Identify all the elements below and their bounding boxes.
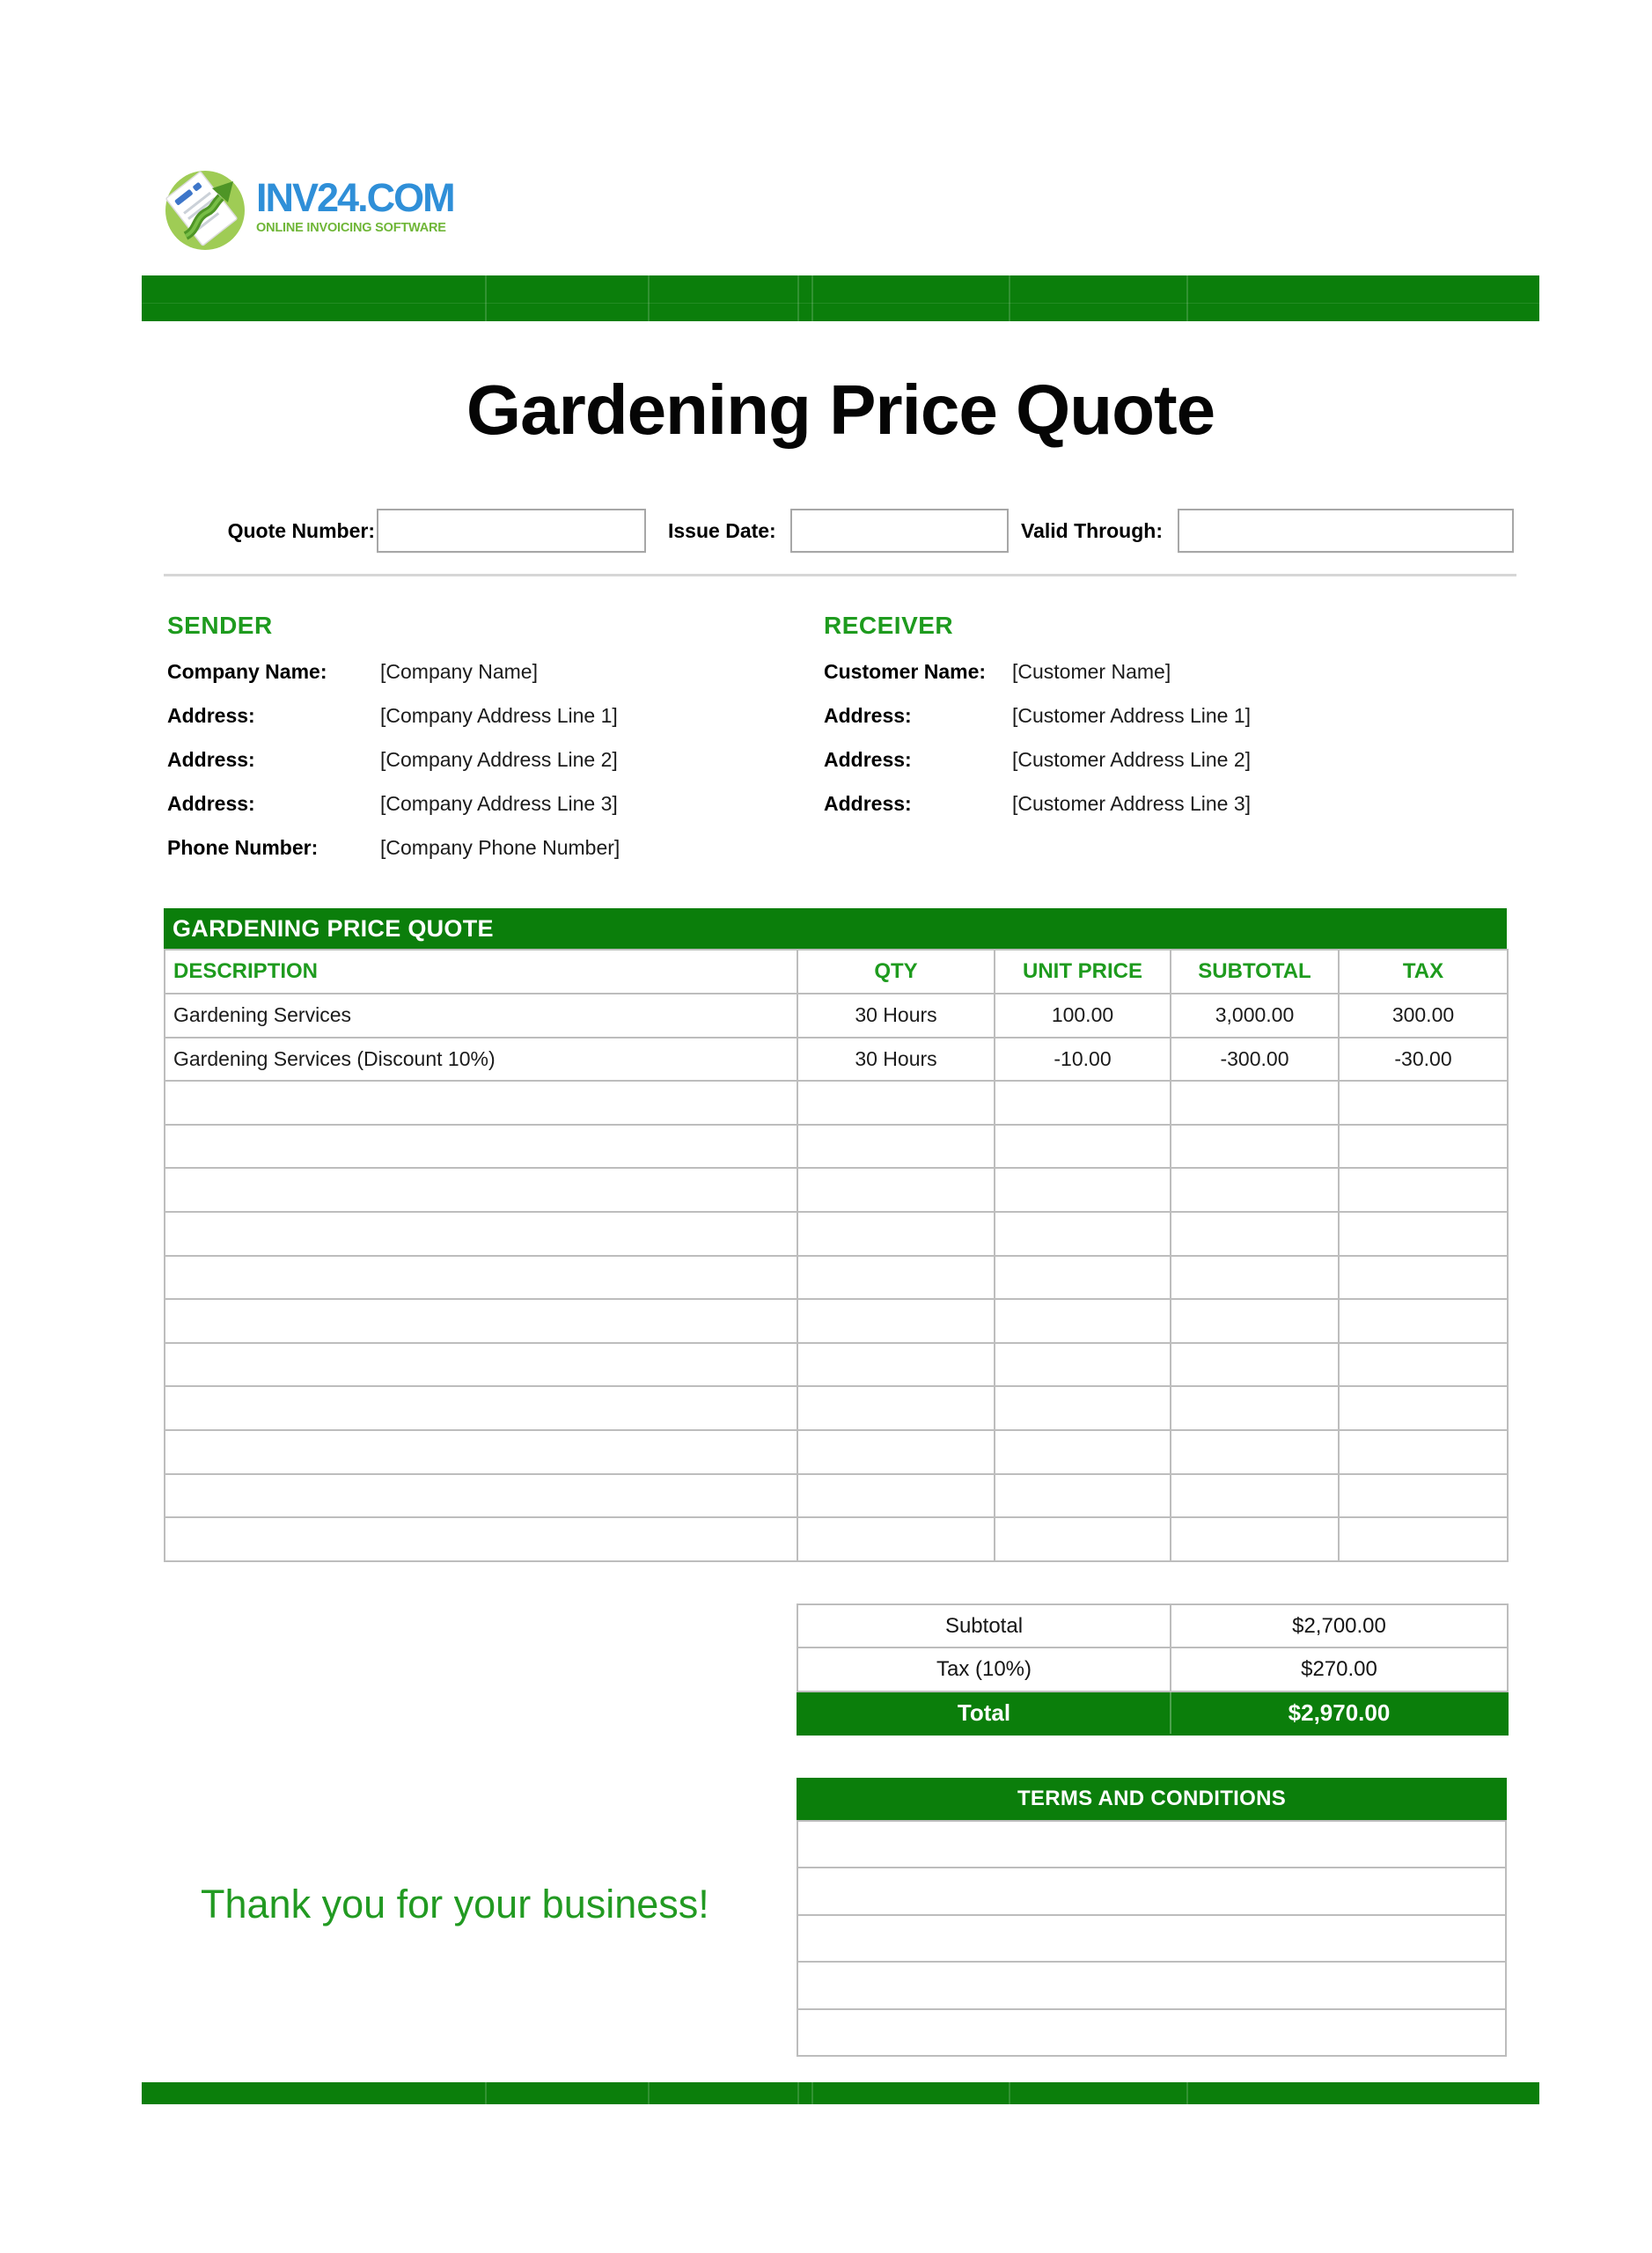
sender-heading: SENDER [167,612,273,639]
totals-table [797,1604,1509,1736]
items-table [164,949,1509,1562]
terms-table [797,1820,1507,2057]
page-title: Gardening Price Quote [466,371,1215,449]
receiver-customer-name-value: [Customer Name] [1012,660,1171,683]
sender-address3-label: Address: [167,792,255,815]
total-label: Total [797,1692,1171,1735]
item-subtotal: 3,000.00 [1171,994,1339,1038]
logo-tagline: ONLINE INVOICING SOFTWARE [256,221,446,235]
receiver-address1-label: Address: [824,704,912,727]
logo-brand-name: INV24.COM [256,175,454,220]
quote-number-input[interactable] [377,509,646,553]
sender-phone-value: [Company Phone Number] [380,836,620,859]
item-unit-price: -10.00 [995,1038,1171,1082]
item-unit-price: 100.00 [995,994,1171,1038]
sender-address3-value: [Company Address Line 3] [380,792,618,815]
item-subtotal: -300.00 [1171,1038,1339,1082]
item-description: Gardening Services (Discount 10%) [165,1038,797,1082]
header-divider [164,574,1516,576]
quote-number-label: Quote Number: [227,519,375,542]
sender-phone-label: Phone Number: [167,836,319,859]
receiver-customer-name-label: Customer Name: [824,660,987,683]
tax-label: Tax (10%) [797,1648,1171,1691]
item-row-empty [165,1212,1508,1256]
top-accent-bar [142,275,1539,321]
receiver-address2-value: [Customer Address Line 2] [1012,748,1252,771]
terms-row-empty [797,1868,1506,1914]
item-row-empty [165,1430,1508,1474]
item-tax: -30.00 [1339,1038,1508,1082]
item-row-empty [165,1125,1508,1169]
receiver-address3-value: [Customer Address Line 3] [1012,792,1252,815]
issue-date-input[interactable] [790,509,1009,553]
total-row [797,1692,1508,1735]
thank-you-message: Thank you for your business! [201,1882,709,1926]
terms-heading-band: TERMS AND CONDITIONS [797,1778,1507,1820]
item-row-empty [165,1168,1508,1212]
receiver-heading: RECEIVER [824,612,954,639]
terms-row-empty [797,1915,1506,1962]
item-row-empty [165,1386,1508,1430]
items-header-row [165,950,1508,994]
item-row-empty [165,1343,1508,1387]
item-tax: 300.00 [1339,994,1508,1038]
valid-through-label: Valid Through: [1021,519,1163,542]
tax-value: $270.00 [1171,1648,1508,1691]
item-row [165,994,1508,1038]
sender-address1-label: Address: [167,704,255,727]
item-row-empty [165,1474,1508,1518]
item-row-empty [165,1081,1508,1125]
receiver-address1-value: [Customer Address Line 1] [1012,704,1252,727]
logo-text [256,175,454,235]
column-header-qty: QTY [797,950,995,994]
total-value: $2,970.00 [1171,1692,1508,1735]
terms-row-empty [797,1821,1506,1868]
item-row-empty [165,1517,1508,1561]
inv24-logo [161,164,584,255]
column-header-tax: TAX [1339,950,1508,994]
subtotal-row [797,1604,1508,1648]
column-header-description: DESCRIPTION [165,950,797,994]
terms-row-empty [797,1962,1506,2008]
tax-row [797,1648,1508,1691]
bottom-accent-bar [142,2082,1539,2104]
item-qty: 30 Hours [797,1038,995,1082]
receiver-address3-label: Address: [824,792,912,815]
valid-through-input[interactable] [1178,509,1514,553]
item-row [165,1038,1508,1082]
items-table-title-band: GARDENING PRICE QUOTE [164,908,1507,949]
sender-address2-value: [Company Address Line 2] [380,748,618,771]
item-row-empty [165,1256,1508,1300]
item-qty: 30 Hours [797,994,995,1038]
sender-company-name-value: [Company Name] [380,660,538,683]
inv24-logo-icon [161,164,249,252]
receiver-address2-label: Address: [824,748,912,771]
subtotal-label: Subtotal [797,1604,1171,1648]
subtotal-value: $2,700.00 [1171,1604,1508,1648]
item-description: Gardening Services [165,994,797,1038]
terms-row-empty [797,2009,1506,2056]
item-row-empty [165,1299,1508,1343]
column-header-unit-price: UNIT PRICE [995,950,1171,994]
issue-date-label: Issue Date: [668,519,776,542]
sender-company-name-label: Company Name: [167,660,327,683]
column-header-subtotal: SUBTOTAL [1171,950,1339,994]
sender-address2-label: Address: [167,748,255,771]
sender-address1-value: [Company Address Line 1] [380,704,618,727]
